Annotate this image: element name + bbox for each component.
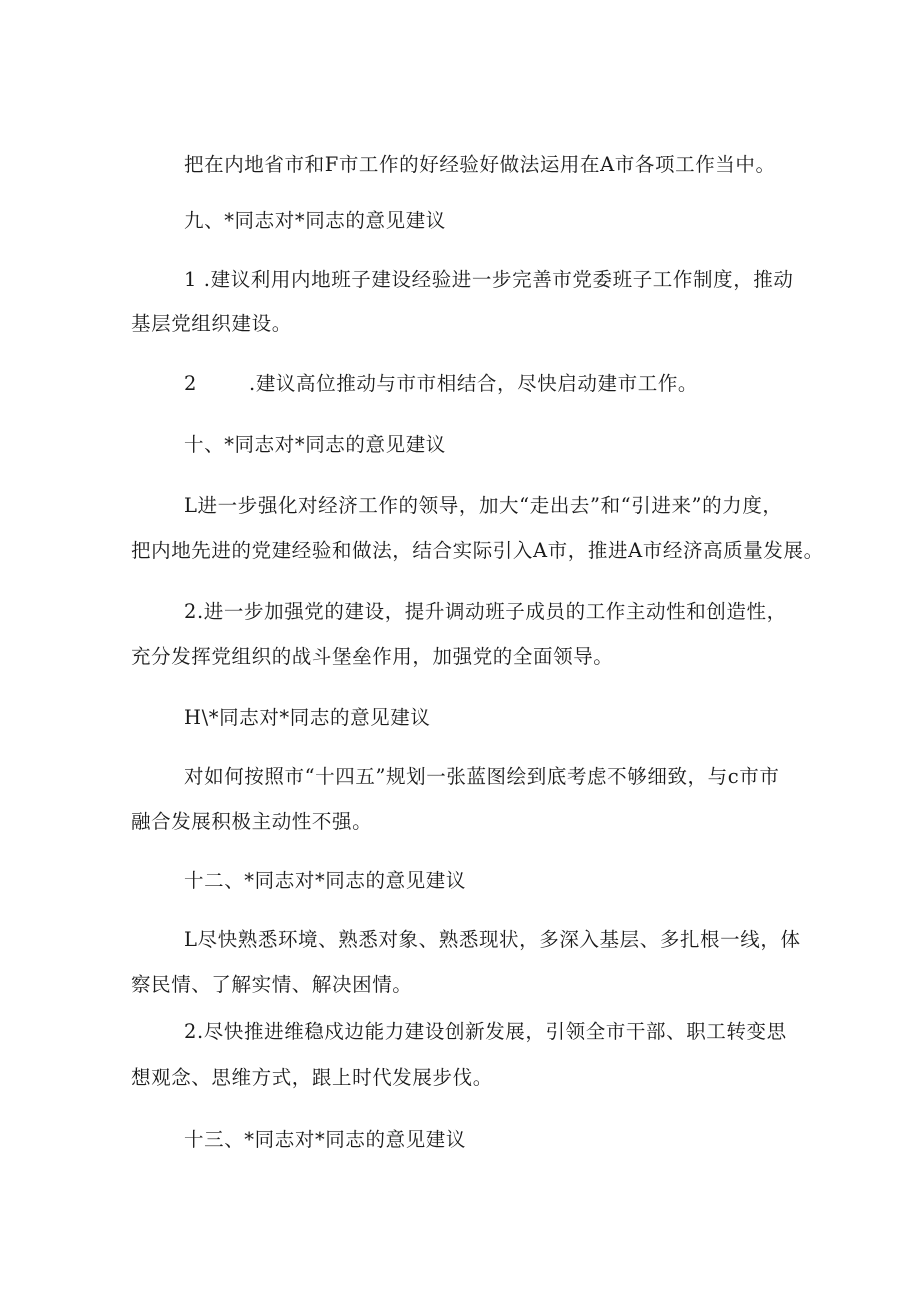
paragraph-line: 把在内地省市和F市工作的好经验好做法运用在A市各项工作当中。 bbox=[184, 153, 776, 176]
paragraph-line: 充分发挥党组织的战斗堡垒作用，加强党的全面领导。 bbox=[131, 645, 614, 668]
paragraph-line: 2.进一步加强党的建设，提升调动班子成员的工作主动性和创造性， bbox=[184, 600, 787, 623]
paragraph-line: 基层党组织建设。 bbox=[131, 312, 292, 335]
paragraph-line: 想观念、思维方式，跟上时代发展步伐。 bbox=[131, 1066, 493, 1089]
paragraph-line: 融合发展积极主动性不强。 bbox=[131, 810, 373, 833]
paragraph-line: L进一步强化对经济工作的领导，加大“走出去”和“引进来”的力度， bbox=[184, 494, 783, 517]
section-heading-9: 九、*同志对*同志的意见建议 bbox=[184, 209, 446, 232]
section-heading-12: 十二、*同志对*同志的意见建议 bbox=[184, 869, 467, 892]
paragraph-line: 1 .建议利用内地班子建设经验进一步完善市党委班子工作制度，推动 bbox=[184, 268, 794, 291]
paragraph-line: L尽快熟悉环境、熟悉对象、熟悉现状，多深入基层、多扎根一线，体 bbox=[184, 928, 801, 951]
paragraph-line: 2.尽快推进维稳戍边能力建设创新发展，引领全市干部、职工转变思 bbox=[184, 1020, 787, 1043]
section-heading-11: H\*同志对*同志的意见建议 bbox=[184, 706, 431, 729]
paragraph-line-numbered bbox=[184, 370, 698, 398]
section-heading-10: 十、*同志对*同志的意见建议 bbox=[184, 433, 446, 456]
paragraph-line: 察民情、了解实情、解决困情。 bbox=[131, 973, 413, 996]
section-heading-13: 十三、*同志对*同志的意见建议 bbox=[184, 1128, 467, 1151]
item-text: .建议高位推动与市市相结合，尽快启动建市工作。 bbox=[249, 372, 699, 395]
paragraph-line: 对如何按照市“十四五”规划一张蓝图绘到底考虑不够细致，与c市市 bbox=[184, 765, 780, 788]
paragraph-line: 把内地先进的党建经验和做法，结合实际引入A市，推进A市经济高质量发展。 bbox=[131, 539, 824, 562]
item-number: 2 bbox=[184, 372, 198, 395]
